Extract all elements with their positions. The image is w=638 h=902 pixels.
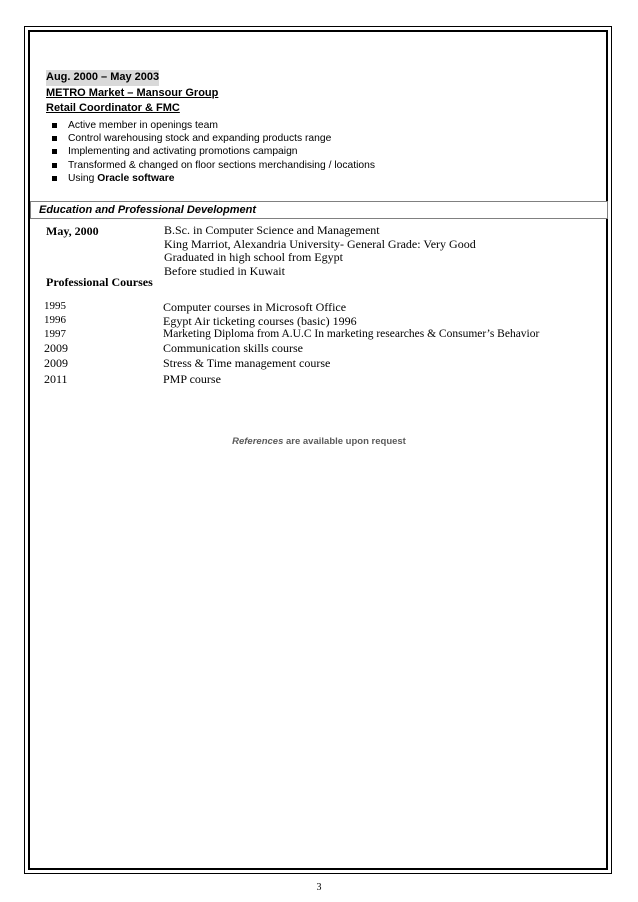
square-bullet-icon	[52, 149, 57, 154]
course-year: 2009	[44, 341, 68, 355]
bullet-text: Transformed & changed on floor sections merchandising / locations	[68, 159, 375, 171]
bullet-bold-text: Oracle software	[97, 173, 175, 185]
education-line: Graduated in high school from Egypt	[164, 250, 343, 265]
square-bullet-icon	[52, 163, 57, 168]
section-title: Education and Professional Development	[39, 204, 256, 216]
bullet-text: Implementing and activating promotions campaign	[68, 146, 298, 158]
professional-courses-title: Professional Courses	[46, 275, 153, 289]
course-name: Computer courses in Microsoft Office	[163, 300, 347, 314]
square-bullet-icon	[52, 176, 57, 181]
bullet-text: Using	[68, 173, 98, 185]
references-text: are available upon request	[283, 436, 406, 447]
bullet-text: Control warehousing stock and expanding products range	[68, 132, 332, 144]
course-name: PMP course	[163, 372, 221, 386]
course-name: Communication skills course	[163, 341, 303, 355]
education-line: Before studied in Kuwait	[164, 263, 285, 278]
education-section-header	[30, 201, 608, 219]
job-date-range: Aug. 2000 – May 2003	[46, 70, 159, 86]
course-year: 1996	[44, 314, 66, 326]
list-item	[52, 172, 375, 185]
course-year: 1997	[44, 328, 66, 340]
list-item	[52, 132, 375, 145]
page-number: 3	[316, 882, 322, 893]
references-label: References	[232, 436, 284, 447]
job-company: METRO Market – Mansour Group	[46, 86, 219, 99]
job-title: Retail Coordinator & FMC	[46, 102, 180, 114]
education-line: B.Sc. in Computer Science and Management	[164, 223, 380, 237]
square-bullet-icon	[52, 123, 57, 128]
list-item	[52, 119, 375, 132]
job-bullet-list	[46, 119, 375, 186]
education-date: May, 2000	[46, 224, 99, 238]
job-entry	[46, 70, 375, 186]
course-year: 2009	[44, 356, 68, 370]
course-year: 2011	[44, 372, 68, 386]
education-line: King Marriot, Alexandria University- General Grade: Very Good	[164, 236, 476, 251]
list-item	[52, 145, 375, 158]
course-year: 1995	[44, 300, 66, 312]
references-note	[0, 436, 638, 447]
education-details	[164, 224, 476, 278]
course-name: Marketing Diploma from A.U.C In marketing researches & Consumer’s Behavior	[163, 328, 540, 340]
list-item	[52, 159, 375, 172]
course-name: Stress & Time management course	[163, 356, 331, 370]
course-name: Egypt Air ticketing courses (basic) 1996	[163, 314, 357, 328]
bullet-text: Active member in openings team	[68, 119, 218, 131]
square-bullet-icon	[52, 136, 57, 141]
